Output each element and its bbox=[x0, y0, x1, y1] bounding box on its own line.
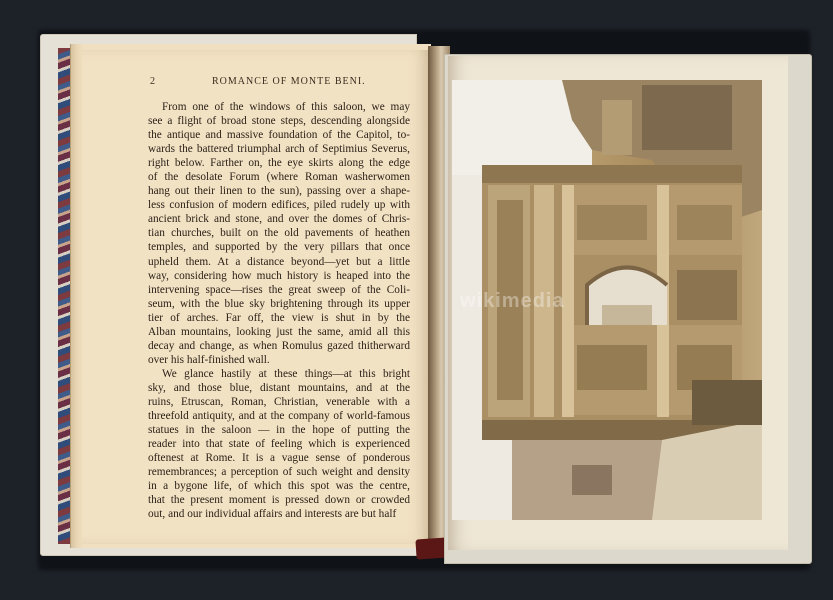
text-line: right below. Farther on, the eye skirts along the edge bbox=[148, 157, 410, 170]
text-line: that the present moment is pressed down or crowded bbox=[148, 494, 410, 507]
text-line: out, and our individual affairs and interests are but half bbox=[148, 508, 397, 521]
text-line: of the desolate Forum (where Roman washerwomen bbox=[148, 171, 410, 184]
watermark: wikimedia bbox=[460, 290, 565, 312]
text-line: in a bygone life, of which this spot was the centre, bbox=[148, 480, 410, 493]
text-line: upheld them. At a distance beyond—yet but a little bbox=[148, 255, 410, 268]
text-line: tian churches, built on the old pavements of heathen bbox=[148, 227, 410, 240]
left-page bbox=[82, 50, 432, 544]
running-head-title: ROMANCE OF MONTE BENI. bbox=[212, 76, 366, 87]
text-line: way, considering how much history is heaped into the bbox=[148, 269, 410, 282]
text-line: oftenest at Rome. It is a vague sense of ponderous bbox=[148, 452, 410, 465]
text-line: hang out their linen to the sun), passing over a shape- bbox=[148, 185, 410, 198]
text-line: ancient brick and stone, and over the domes of Chris- bbox=[148, 213, 410, 226]
text-line: remembrances; a perception of such weight and density bbox=[148, 466, 410, 479]
marbled-endpaper bbox=[58, 48, 70, 544]
text-line: intervening space—rises the great sweep of the Coli- bbox=[148, 283, 410, 296]
text-line: sky, and those blue, distant mountains, and at the bbox=[148, 381, 410, 394]
text-line: statues in the saloon — in the hope of putting the bbox=[148, 424, 410, 437]
text-line: see a flight of broad stone steps, descending alongside bbox=[148, 115, 410, 128]
text-line: over his half-finished wall. bbox=[148, 353, 270, 366]
text-line: Alban mountains, looking just the same, amid all this bbox=[148, 325, 410, 338]
text-line: wards the battered triumphal arch of Septimius Severus, bbox=[148, 143, 410, 156]
text-line: less confusion of modern edifices, piled rudely up with bbox=[148, 199, 410, 212]
text-line: We glance hastily at these things—at this bright bbox=[162, 367, 410, 380]
text-line: the antique and massive foundation of the Capitol, to- bbox=[148, 129, 410, 142]
text-line: tier of arches. Far off, the view is shut in by the bbox=[148, 311, 410, 324]
body-text bbox=[148, 100, 410, 521]
page-number: 2 bbox=[150, 76, 156, 87]
text-line: decay and change, as when Romulus gazed thitherward bbox=[148, 339, 410, 352]
text-line: threefold antiquity, and at the company of world-famous bbox=[148, 410, 410, 423]
text-line: reader into that state of feeling which is experienced bbox=[148, 438, 410, 451]
text-line: ruins, Etruscan, Roman, Christian, venerable with a bbox=[148, 395, 410, 408]
text-line: temples, and supported by the very pillars that once bbox=[148, 241, 410, 254]
text-line: seum, with the blue sky brightening through its upper bbox=[148, 297, 410, 310]
running-head bbox=[150, 76, 412, 90]
text-line: From one of the windows of this saloon, we may bbox=[162, 101, 410, 113]
